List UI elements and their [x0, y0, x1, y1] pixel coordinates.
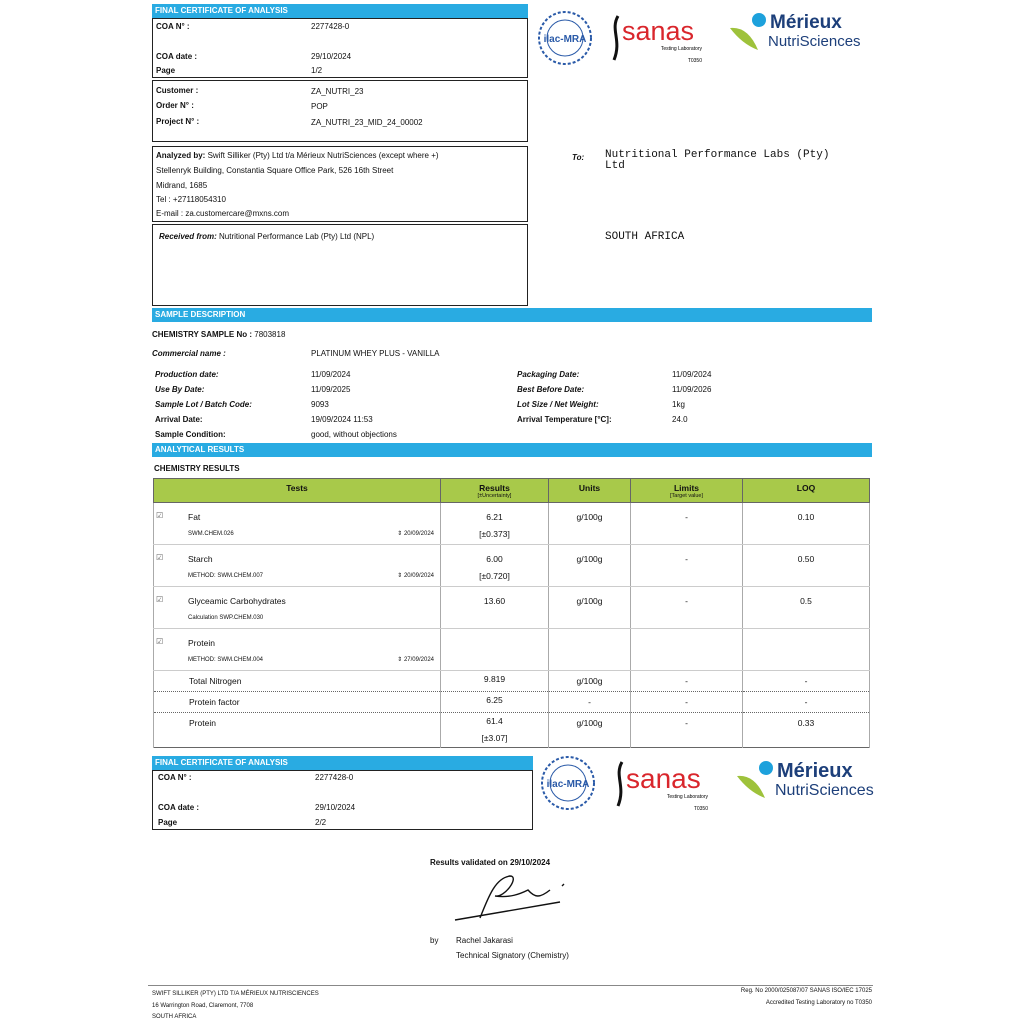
results-table [153, 478, 870, 748]
sanas-logo-2 [604, 756, 716, 812]
sample-field-label: Lot Size / Net Weight: [517, 400, 599, 409]
sample-field-value: 11/09/2025 [311, 385, 351, 394]
coa-label: COA N° : [156, 22, 190, 31]
unit [549, 629, 631, 671]
result-uncertainty: [±3.07] [481, 733, 508, 743]
header-results: Results [±Uncertainty] [441, 479, 549, 503]
lab-address-1: Stellenryk Building, Constantia Square Office Park, 526 16th Street [156, 166, 394, 175]
sample-field-label: Production date: [155, 370, 219, 379]
sample-field-value: 24.0 [672, 415, 688, 424]
ilac-mra-logo [537, 10, 593, 66]
header-units: Units [549, 479, 631, 503]
test-method: Calculation SWP.CHEM.030 [188, 615, 264, 621]
loq: 0.33 [743, 713, 870, 748]
page-label: Page [156, 66, 176, 75]
project-label: Project N° : [156, 117, 200, 126]
chemistry-results-title: CHEMISTRY RESULTS [154, 464, 240, 473]
sample-field-value: 11/09/2026 [672, 385, 712, 394]
checkbox-icon: ☑ [156, 637, 164, 646]
table-row [154, 587, 870, 629]
to-line-1: Nutritional Performance Labs (Pty) [605, 149, 830, 161]
to-line-2: Ltd [605, 160, 625, 172]
section-bar-sample-description: SAMPLE DESCRIPTION [152, 308, 872, 322]
svg-text:ilac-MRA: ilac-MRA [546, 779, 590, 790]
sync-icon: ⇕ [397, 531, 403, 537]
signatory-name: Rachel Jakarasi [456, 936, 513, 945]
chem-sample-value: 7803818 [254, 330, 286, 339]
sample-field-label: Use By Date: [155, 385, 205, 394]
coa-date-2: 29/10/2024 [315, 803, 356, 812]
checkbox-icon: ☑ [156, 553, 164, 562]
test-name: Fat [188, 512, 201, 522]
test-method: SWM.CHEM.026 [188, 531, 234, 537]
section-bar-final-coa-2: FINAL CERTIFICATE OF ANALYSIS [152, 756, 533, 770]
svg-text:NutriSciences: NutriSciences [775, 782, 874, 799]
test-date: 20/09/2024 [403, 531, 434, 537]
sample-field-label: Sample Lot / Batch Code: [155, 400, 252, 409]
sanas-logo [600, 10, 710, 66]
test-method: METHOD: SWM.CHEM.007 [188, 573, 264, 579]
coa-number-2: 2277428-0 [315, 773, 354, 782]
coa-date: 29/10/2024 [311, 52, 352, 61]
ilac-mra-logo-2 [540, 755, 596, 811]
checkbox-icon: ☑ [156, 511, 164, 520]
merieux-logo-2 [735, 756, 875, 806]
signature [450, 868, 575, 928]
loq: - [743, 671, 870, 692]
footer-country: SOUTH AFRICA [152, 1014, 197, 1020]
order-label: Order N° : [156, 101, 194, 110]
result-value: 6.21 [486, 512, 503, 522]
result-uncertainty: [±0.720] [479, 571, 510, 581]
analyzed-label: Analyzed by: [156, 151, 206, 160]
signatory-role: Technical Signatory (Chemistry) [456, 951, 569, 960]
footer-accreditation: Accredited Testing Laboratory no T0350 [765, 1000, 872, 1006]
table-subrow [154, 692, 870, 713]
project-value: ZA_NUTRI_23_MID_24_00002 [311, 118, 423, 127]
footer-company: SWIFT SILLIKER (PTY) LTD T/A MÉRIEUX NUTRISCIENCES [152, 991, 319, 997]
sample-field-label: Sample Condition: [155, 430, 226, 439]
result-value: 6.25 [486, 695, 503, 705]
sample-field-value: 9093 [311, 400, 329, 409]
lab-tel: Tel : +27118054310 [156, 195, 226, 204]
limit: - [631, 713, 743, 748]
footer-reg: Reg. No 2000/025087/07 SANAS ISO/IEC 17025 [740, 988, 872, 994]
svg-text:sanas: sanas [622, 16, 695, 46]
result-uncertainty: [±0.373] [479, 529, 510, 539]
sample-field-label: Best Before Date: [517, 385, 585, 394]
loq: 0.10 [743, 503, 870, 545]
merieux-logo [728, 8, 868, 58]
footer-divider [148, 985, 873, 986]
checkbox-icon: ☑ [156, 595, 164, 604]
by-label: by [430, 936, 439, 945]
coa-number: 2277428-0 [311, 22, 350, 31]
sync-icon: ⇕ [397, 657, 403, 663]
commercial-name-label: Commercial name : [152, 349, 226, 358]
customer-value: ZA_NUTRI_23 [311, 87, 364, 96]
received-label: Received from: [159, 232, 217, 241]
to-country: SOUTH AFRICA [605, 231, 685, 243]
limit [631, 629, 743, 671]
lab-address-2: Midrand, 1685 [156, 181, 208, 190]
limit: - [631, 587, 743, 629]
coa-date-label-2: COA date : [158, 803, 200, 812]
header-tests: Tests [154, 479, 441, 503]
coa-label-2: COA N° : [158, 773, 192, 782]
header-loq: LOQ [743, 479, 870, 503]
svg-text:T0350: T0350 [687, 58, 702, 64]
svg-text:Testing Laboratory: Testing Laboratory [660, 46, 702, 52]
to-label: To: [572, 153, 585, 162]
loq: 0.5 [743, 587, 870, 629]
unit: g/100g [549, 587, 631, 629]
svg-text:sanas: sanas [626, 763, 701, 794]
table-subrow [154, 671, 870, 692]
sample-field-label: Arrival Date: [155, 415, 203, 424]
page-number-2: 2/2 [315, 818, 327, 827]
unit: - [549, 692, 631, 713]
test-date: 27/09/2024 [403, 657, 434, 663]
loq [743, 629, 870, 671]
table-row [154, 503, 870, 545]
test-method: METHOD: SWM.CHEM.004 [188, 657, 264, 663]
test-name: Starch [188, 554, 213, 564]
order-value: POP [311, 102, 328, 111]
result-value: 9.819 [483, 674, 506, 684]
section-bar-final-coa: FINAL CERTIFICATE OF ANALYSIS [152, 4, 528, 18]
svg-text:Mérieux: Mérieux [777, 760, 853, 782]
limit: - [631, 692, 743, 713]
svg-text:Testing Laboratory: Testing Laboratory [666, 794, 708, 800]
customer-label: Customer : [156, 86, 199, 95]
unit: g/100g [549, 671, 631, 692]
sample-field-value: 19/09/2024 11:53 [311, 415, 373, 424]
analyzed-value: Swift Silliker (Pty) Ltd t/a Mérieux NutriSciences (except where +) [207, 151, 439, 160]
loq: 0.50 [743, 545, 870, 587]
validation-text: Results validated on 29/10/2024 [430, 858, 551, 867]
result-value: 6.00 [486, 554, 503, 564]
unit: g/100g [549, 545, 631, 587]
header-limits: Limits [Target value] [631, 479, 743, 503]
svg-text:ilac-MRA: ilac-MRA [543, 34, 587, 45]
sample-field-label: Packaging Date: [517, 370, 580, 379]
received-value: Nutritional Performance Lab (Pty) Ltd (NPL) [219, 232, 375, 241]
sample-field-value: 11/09/2024 [672, 370, 712, 379]
sync-icon: ⇕ [397, 573, 403, 579]
subtest-name: Protein factor [154, 692, 441, 713]
commercial-name-value: PLATINUM WHEY PLUS - VANILLA [311, 349, 440, 358]
loq: - [743, 692, 870, 713]
test-name: Glyceamic Carbohydrates [188, 596, 286, 606]
svg-text:T0350: T0350 [693, 806, 708, 812]
result-value: 61.4 [486, 716, 503, 726]
sample-field-value: 1kg [672, 400, 685, 409]
table-subrow [154, 713, 870, 748]
coa-date-label: COA date : [156, 52, 198, 61]
limit: - [631, 503, 743, 545]
page-number: 1/2 [311, 66, 323, 75]
sample-field-value: 11/09/2024 [311, 370, 351, 379]
test-date: 20/09/2024 [403, 573, 434, 579]
table-row [154, 545, 870, 587]
page-label-2: Page [158, 818, 178, 827]
chem-sample-label: CHEMISTRY SAMPLE No : [152, 330, 253, 339]
result-value: 13.60 [483, 596, 506, 606]
subtest-name: Protein [154, 713, 441, 748]
subtest-name: Total Nitrogen [154, 671, 441, 692]
sample-field-value: good, without objections [311, 430, 397, 439]
footer-address: 16 Warrington Road, Claremont, 7708 [152, 1003, 254, 1009]
limit: - [631, 671, 743, 692]
unit: g/100g [549, 503, 631, 545]
svg-text:Mérieux: Mérieux [770, 12, 842, 33]
test-name: Protein [188, 638, 215, 648]
table-row [154, 629, 870, 671]
limit: - [631, 545, 743, 587]
section-bar-analytical-results: ANALYTICAL RESULTS [152, 443, 872, 457]
unit: g/100g [549, 713, 631, 748]
svg-text:NutriSciences: NutriSciences [768, 33, 861, 50]
lab-email: E-mail : za.customercare@mxns.com [156, 209, 290, 218]
sample-field-label: Arrival Temperature [°C]: [517, 415, 612, 424]
